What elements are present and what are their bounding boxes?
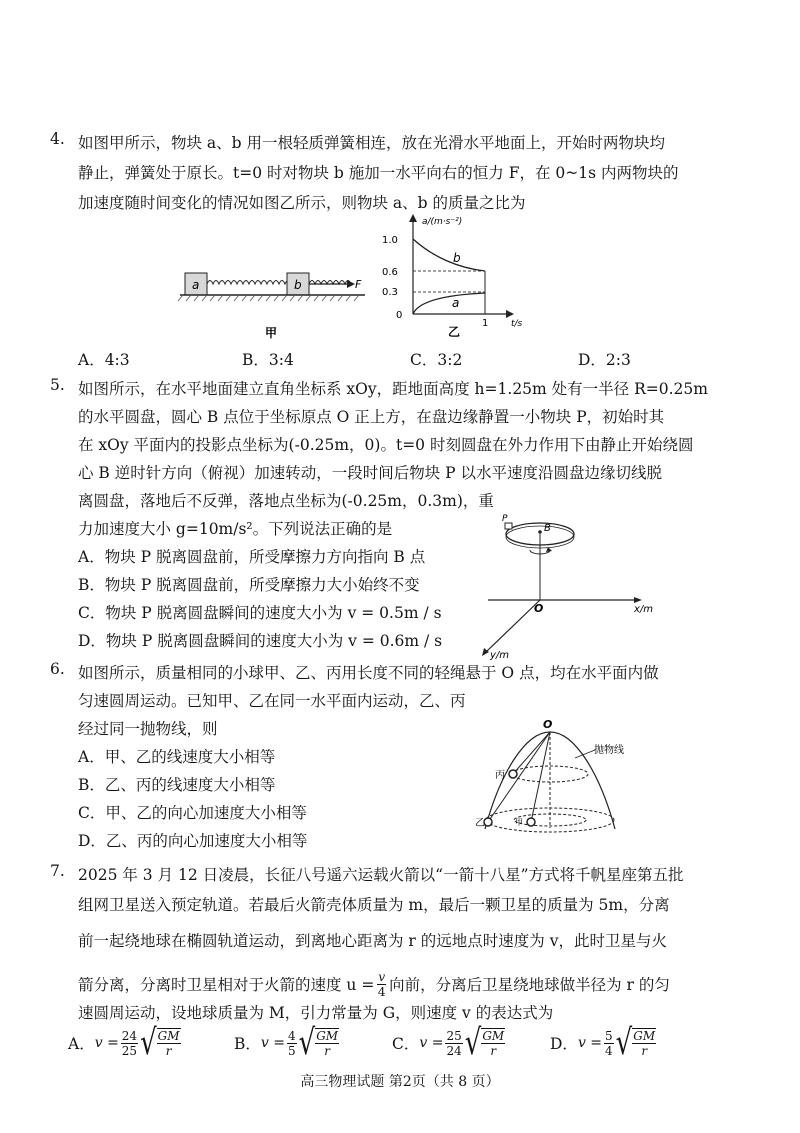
- q5-option-c[interactable]: C．物块 P 脱离圆盘瞬间的速度大小为 v = 0.5m / s: [78, 604, 442, 622]
- q7-option-a[interactable]: [68, 1022, 181, 1064]
- q7-a-rad-num: GM: [157, 1029, 180, 1043]
- q4-line-2: 静止，弹簧处于原长。t=0 时对物块 b 施加一水平向右的恒力 F，在 0~1s 内两物块的: [78, 164, 679, 182]
- label-y: y/m: [490, 650, 510, 661]
- q7-d-rad-den: r: [641, 1044, 648, 1058]
- q7-a-den: 25: [121, 1043, 138, 1058]
- q6-line-3: 经过同一抛物线，则: [78, 720, 218, 738]
- y-axis: [486, 600, 540, 652]
- tick-0.6: 0.6: [382, 267, 398, 278]
- q6-figure: [475, 714, 655, 844]
- q7-line-4b: 向前，分离后卫星绕地球做半径为 r 的匀: [389, 975, 670, 994]
- q5-line-1: 如图所示，在水平地面建立直角坐标系 xOy，距地面高度 h=1.25m 处有一半径 R=0.25m: [78, 380, 708, 398]
- q6-option-a[interactable]: A．甲、乙的线速度大小相等: [78, 748, 276, 766]
- q7-option-c[interactable]: [392, 1022, 505, 1064]
- q6-line-1: 如图所示，质量相同的小球甲、乙、丙用长度不同的轻绳悬于 O 点，均在水平面内做: [78, 664, 659, 682]
- q7-c-den: 24: [446, 1043, 462, 1058]
- fig-jia-caption: 甲: [265, 326, 278, 340]
- q7-option-d-letter: D．: [550, 1035, 578, 1053]
- q7-c-rad-den: r: [490, 1044, 497, 1058]
- y-axis-label: a/(m·s⁻²): [422, 217, 463, 227]
- q7-option-a-letter: A．: [68, 1035, 95, 1053]
- label-o: O: [534, 602, 544, 615]
- q4-figure-jia: [175, 265, 375, 350]
- q7-d-lhs: v =: [577, 1035, 603, 1051]
- q7-c-lhs: v =: [419, 1035, 444, 1051]
- q7-d-num: 5: [605, 1028, 613, 1043]
- label-o: O: [543, 718, 553, 731]
- u-frac-num: v: [378, 970, 386, 984]
- q7-line-1: 2025 年 3 月 12 日凌晨，长征八号遥六运载火箭以“一箭十八星”方式将千帆星座第五批: [78, 866, 684, 884]
- q7-d-rad-num: GM: [633, 1029, 656, 1043]
- q5-line-5: 离圆盘，落地后不反弹，落地点坐标为(-0.25m，0.3m)，重: [78, 492, 494, 510]
- q7-line-4a: 箭分离，分离时卫星相对于火箭的速度 u =: [78, 975, 375, 994]
- center-b: [538, 530, 542, 534]
- q7-option-d[interactable]: [550, 1022, 656, 1064]
- force-label: F: [355, 278, 362, 291]
- fig-yi-caption: 乙: [448, 325, 461, 339]
- label-b: B: [544, 523, 551, 534]
- curve-b: [413, 239, 485, 271]
- q6-option-b[interactable]: B．乙、丙的线速度大小相等: [78, 776, 276, 794]
- q5-option-a[interactable]: A．物块 P 脱离圆盘前，所受摩擦力方向指向 B 点: [78, 548, 426, 566]
- q7-option-b-formula: v = $\frac{4}{5}$ √ $\frac{GM}{r}$: [260, 1022, 339, 1064]
- curve-a: [413, 293, 485, 314]
- label-x: x/m: [634, 604, 654, 615]
- q7-b-rad-den: r: [324, 1044, 331, 1058]
- q7-b-lhs: v =: [260, 1035, 285, 1051]
- page-footer: 高三物理试题 第2页（共 8 页）: [300, 1074, 500, 1090]
- label-parabola: 抛物线: [594, 745, 624, 756]
- tick-0: 0: [396, 310, 403, 321]
- tick-1.0: 1.0: [382, 235, 398, 246]
- u-fraction: [377, 970, 386, 999]
- q7-option-b[interactable]: [234, 1022, 339, 1064]
- q7-option-b-letter: B．: [234, 1035, 261, 1053]
- q5-line-4: 心 B 逆时针方向（俯视）加速转动，一段时间后物块 P 以水平速度沿圆盘边缘切线脱: [78, 464, 663, 482]
- q7-line-4: [78, 970, 670, 999]
- q7-b-rad-num: GM: [316, 1029, 339, 1043]
- block-a-label: a: [192, 278, 200, 292]
- q7-a-num: 24: [121, 1028, 138, 1043]
- tick-0.3: 0.3: [382, 287, 398, 298]
- q7-option-c-formula: v = $\frac{25}{24}$ √ $\frac{GM}{r}$: [419, 1022, 505, 1064]
- label-yi: 乙: [475, 818, 485, 829]
- q7-a-lhs: v =: [94, 1035, 119, 1051]
- q7-d-den: 4: [605, 1043, 613, 1058]
- q7-c-rad-num: GM: [482, 1029, 505, 1043]
- q5-option-d[interactable]: D．物块 P 脱离圆盘瞬间的速度大小为 v = 0.6m / s: [78, 632, 443, 650]
- q7-line-5: 速圆周运动，设地球质量为 M，引力常量为 G，则速度 v 的表达式为: [78, 1004, 554, 1022]
- q4-option-a[interactable]: A．4:3: [78, 351, 130, 369]
- q7-option-a-formula: v = $\frac{24}{25}$ √ $\frac{GM}{r}$: [94, 1022, 180, 1064]
- q5-line-3: 在 xOy 平面内的投影点坐标为(-0.25m，0)。t=0 时刻圆盘在外力作用下由静止开始绕圆: [78, 436, 694, 454]
- u-frac-den: 4: [377, 985, 386, 999]
- curve-b-label: b: [453, 251, 461, 265]
- q4-line-3: 加速度随时间变化的情况如图乙所示，则物块 a、b 的质量之比为: [78, 194, 526, 212]
- q5-number: 5.: [50, 376, 65, 394]
- q7-option-c-letter: C．: [392, 1035, 420, 1053]
- ball-jia: [527, 818, 535, 826]
- q5-option-b[interactable]: B．物块 P 脱离圆盘前，所受摩擦力大小始终不变: [78, 576, 420, 594]
- q7-line-3: 前一起绕地球在椭圆轨道运动，到离地心距离为 r 的远地点时速度为 v，此时卫星与火: [78, 932, 667, 950]
- q7-option-d-formula: v = $\frac{5}{4}$ √ $\frac{GM}{r}$: [577, 1022, 656, 1064]
- parabola-leader: [575, 750, 595, 758]
- label-p: P: [502, 514, 508, 524]
- q6-line-2: 匀速圆周运动。已知甲、乙在同一水平面内运动，乙、丙: [78, 692, 466, 710]
- q4-number: 4.: [50, 130, 65, 148]
- q6-number: 6.: [50, 660, 65, 678]
- ball-yi: [484, 818, 492, 826]
- label-jia: 甲: [515, 818, 523, 827]
- q6-option-d[interactable]: D．乙、丙的向心加速度大小相等: [78, 832, 308, 850]
- label-bing: 丙: [495, 770, 505, 781]
- q7-number: 7.: [50, 862, 65, 880]
- ball-bing: [509, 770, 517, 778]
- q5-line-2: 的水平圆盘，圆心 B 点位于坐标原点 O 正上方，在盘边缘静置一小物块 P，初始时其: [78, 408, 665, 426]
- q7-a-rad-den: r: [165, 1044, 172, 1058]
- q4-option-d[interactable]: D．2:3: [578, 351, 631, 369]
- x-axis-label: t/s: [511, 319, 523, 329]
- q7-c-num: 25: [446, 1028, 462, 1043]
- tick-x-1: 1: [482, 318, 489, 329]
- q7-line-2: 组网卫星送入预定轨道。若最后火箭壳体质量为 m，最后一颗卫星的质量为 5m，分离: [78, 896, 670, 914]
- q4-option-c[interactable]: C．3:2: [410, 351, 463, 369]
- q6-option-c[interactable]: C．甲、乙的向心加速度大小相等: [78, 804, 307, 822]
- q5-figure: [478, 512, 668, 662]
- curve-a-label: a: [452, 296, 460, 310]
- q4-figure-yi: [368, 212, 528, 352]
- q4-option-b[interactable]: B．3:4: [242, 351, 294, 369]
- q4-line-1: 如图甲所示，物块 a、b 用一根轻质弹簧相连，放在光滑水平地面上，开始时两物块均: [78, 134, 666, 152]
- block-b-label: b: [294, 278, 302, 292]
- q5-line-6: 力加速度大小 g=10m/s²。下列说法正确的是: [78, 520, 393, 538]
- q7-b-num: 4: [287, 1028, 296, 1043]
- q7-b-den: 5: [287, 1043, 296, 1058]
